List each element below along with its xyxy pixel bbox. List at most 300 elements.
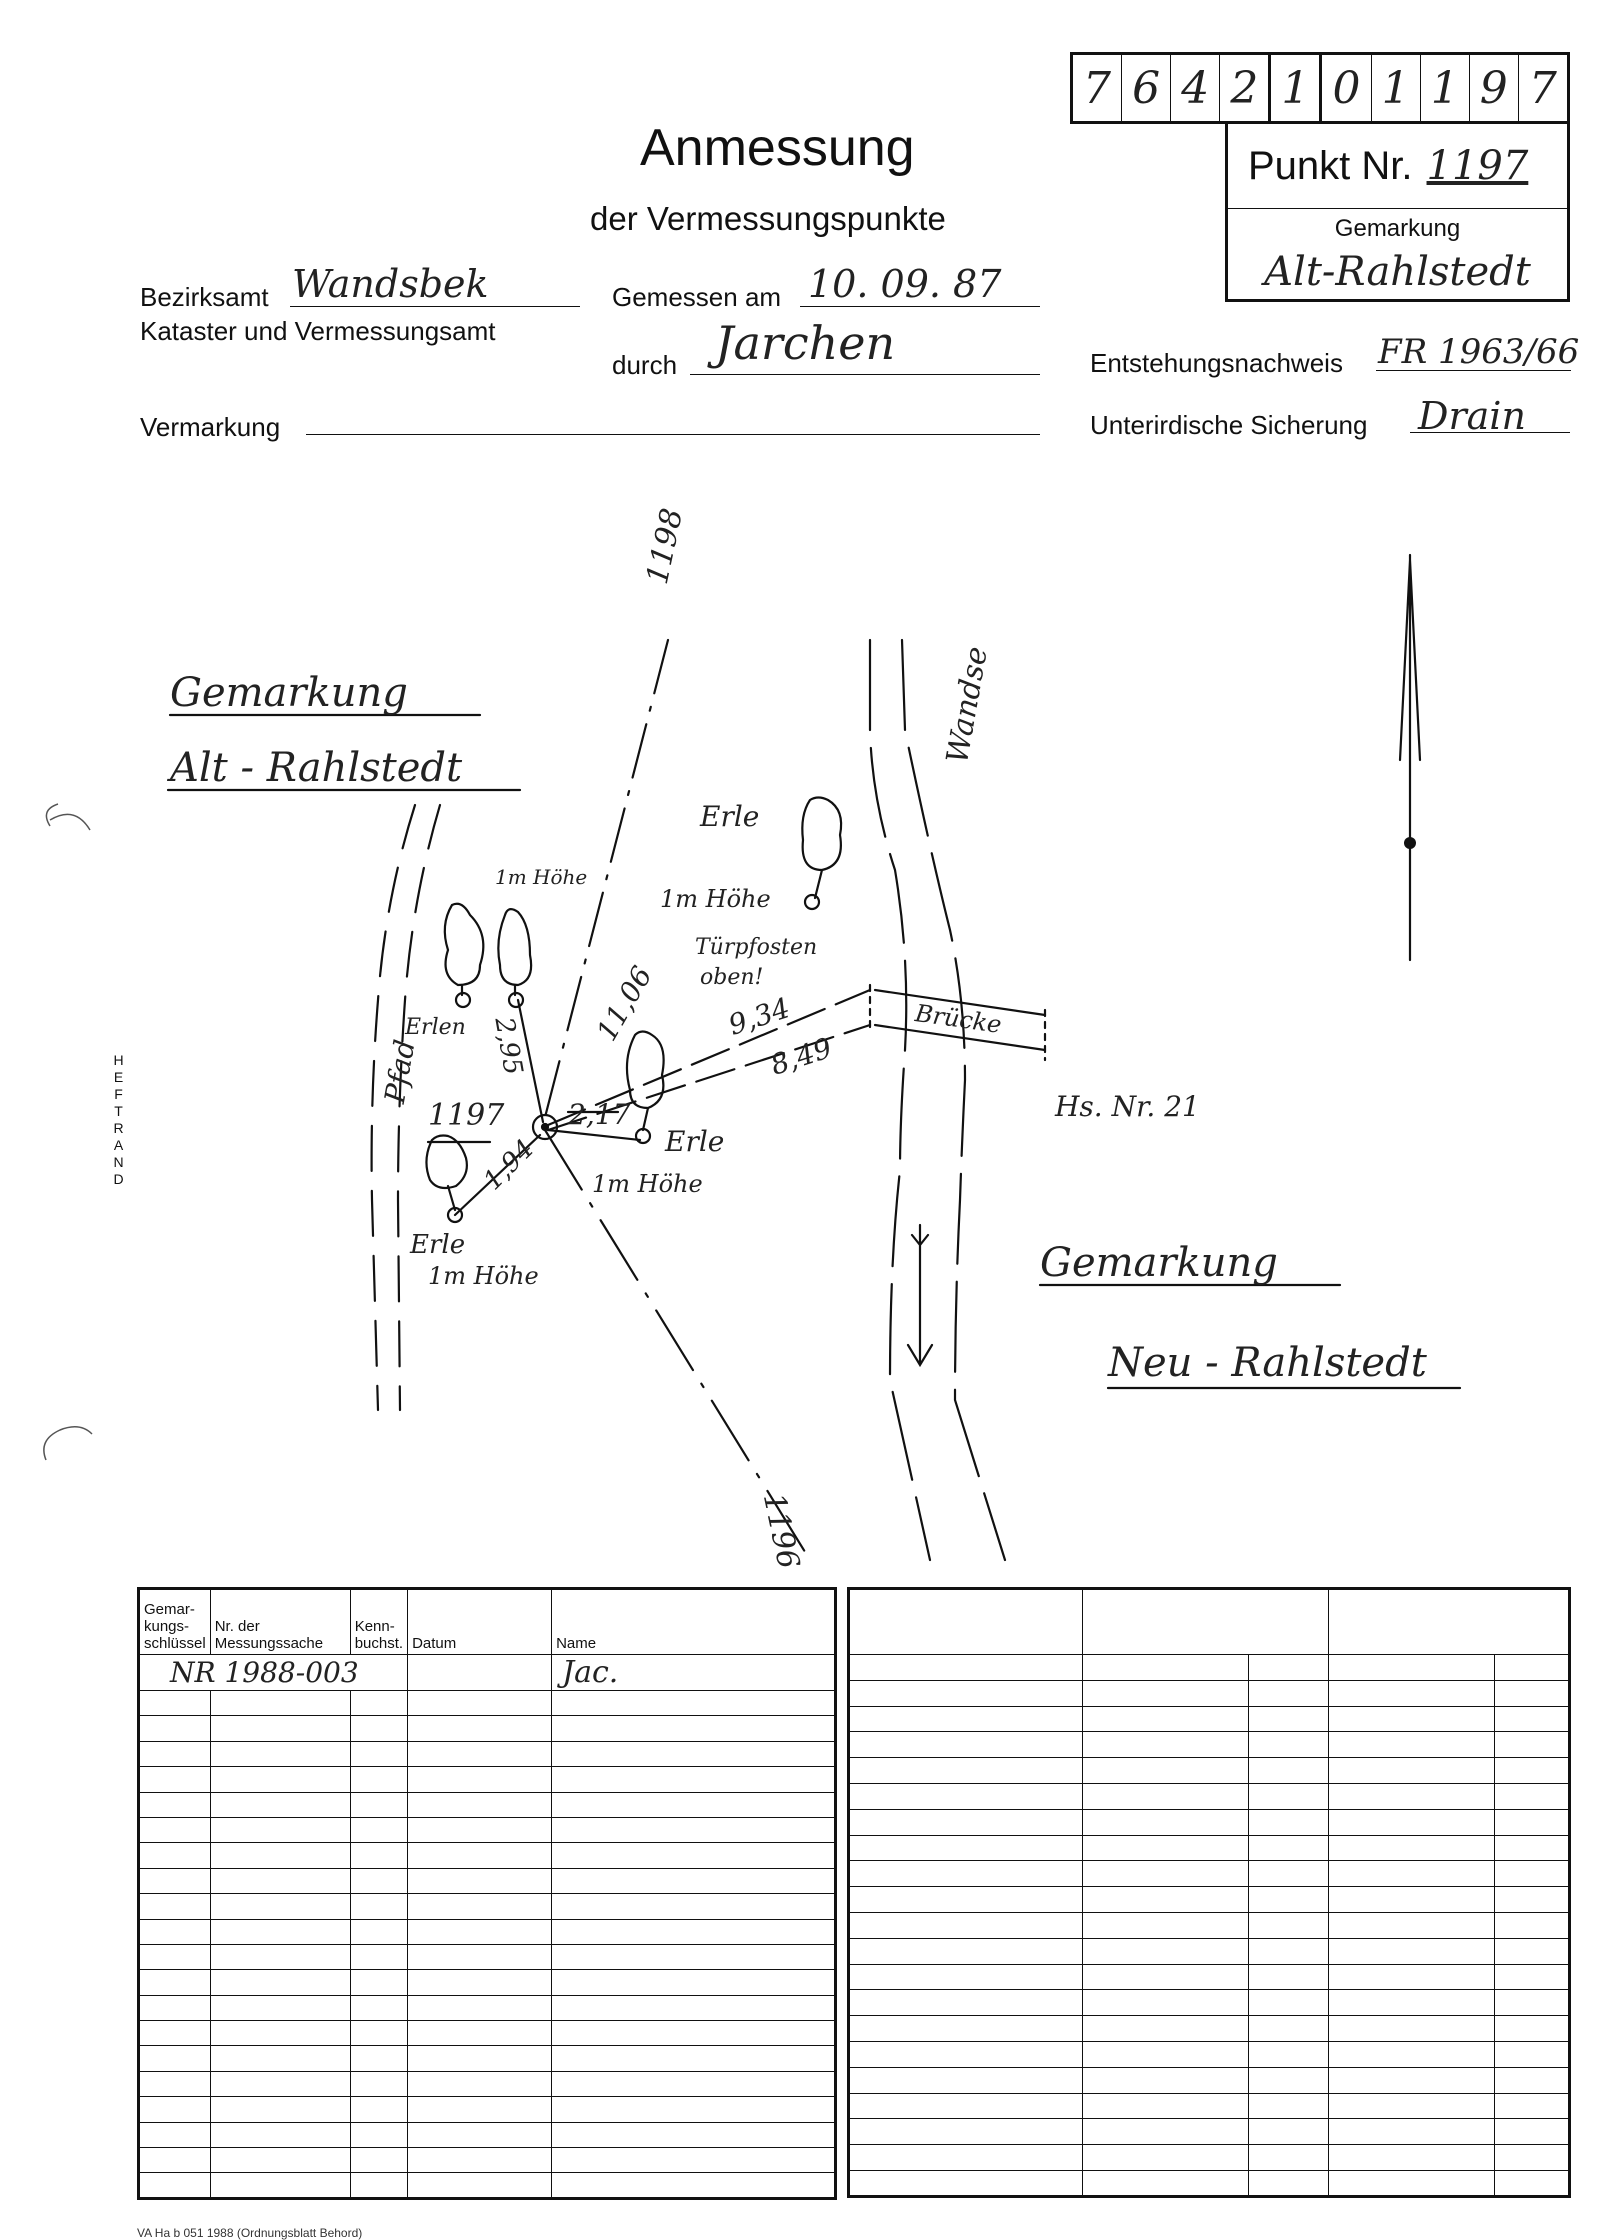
table-cell [1083, 1809, 1249, 1835]
table-cell [1249, 1783, 1329, 1809]
table-cell [1495, 1655, 1570, 1681]
heftrand-text: HEFTRAND [110, 1052, 127, 1188]
table-row [139, 1843, 836, 1868]
north-arrow [1400, 555, 1420, 960]
table-cell [350, 2097, 407, 2122]
table-cell [1495, 2145, 1570, 2171]
flow-arrow [908, 1225, 932, 1365]
table-cell [849, 2093, 1083, 2119]
table-cell [1083, 1706, 1249, 1732]
table-cell [210, 1919, 350, 1944]
table-row [139, 1716, 836, 1741]
table-cell [1083, 1912, 1249, 1938]
table-cell [210, 1817, 350, 1842]
table-cell [849, 1783, 1083, 1809]
table-cell [350, 2122, 407, 2147]
table-cell [1083, 2067, 1249, 2093]
label-erle-top: Erle [700, 800, 760, 833]
id-digit: 7 [1073, 55, 1122, 121]
table-cell [1249, 1758, 1329, 1784]
table-cell [1495, 1861, 1570, 1887]
table-cell [1329, 1887, 1495, 1913]
id-digit: 6 [1122, 55, 1171, 121]
table-cell [1249, 1938, 1329, 1964]
table-cell [350, 2173, 407, 2198]
table-cell [408, 1741, 552, 1766]
label-hoehe-erlen: 1m Höhe [495, 865, 588, 889]
table-cell [1329, 1758, 1495, 1784]
id-digit: 7 [1528, 62, 1557, 114]
table-cell [408, 1792, 552, 1817]
table-cell [350, 1868, 407, 1893]
table-cell [210, 2122, 350, 2147]
point-1197-center [542, 1124, 548, 1130]
label-tuerpfosten: Türpfosten [695, 935, 818, 960]
table-cell [210, 2173, 350, 2198]
kataster-label: Kataster und Vermessungsamt [140, 316, 496, 346]
table-row [139, 1741, 836, 1766]
sketch-gemarkung-left-name: Alt - Rahlstedt [170, 745, 463, 791]
table-cell [849, 1706, 1083, 1732]
sicherung-value: Drain [1418, 394, 1526, 438]
table-row [849, 2093, 1570, 2119]
table-cell [1495, 2016, 1570, 2042]
table-cell [350, 1843, 407, 1868]
table-cell [849, 2145, 1083, 2171]
table-cell [139, 2021, 211, 2046]
table-cell [408, 1691, 552, 1716]
aux-header-row [849, 1589, 1570, 1655]
table-row [849, 1887, 1570, 1913]
gemessen-value: 10. 09. 87 [808, 262, 1002, 306]
table-cell [408, 1995, 552, 2020]
id-digit: 2 [1220, 55, 1271, 121]
measure-9-34: 9,34 [724, 991, 794, 1042]
table-cell [1249, 1990, 1329, 2016]
label-hoehe-top: 1m Höhe [660, 885, 771, 913]
table-cell [408, 1716, 552, 1741]
table-cell [552, 1741, 836, 1766]
table-cell [1249, 2170, 1329, 2196]
measure-2-95: 2,95 [488, 1015, 529, 1078]
bezirksamt-value: Wandsbek [292, 262, 489, 306]
table-cell [408, 2071, 552, 2096]
table-cell [350, 1767, 407, 1792]
table-cell [408, 2173, 552, 2198]
table-cell [1495, 1964, 1570, 1990]
cell-nr-messungssache: NR 1988-003 [139, 1655, 408, 1691]
label-hoehe-mid: 1m Höhe [592, 1170, 703, 1198]
table-row [849, 1732, 1570, 1758]
sicherung-label: Unterirdische Sicherung [1090, 410, 1368, 440]
table-cell [1329, 1861, 1495, 1887]
table-cell [139, 1691, 211, 1716]
measure-1-94: 1,94 [478, 1134, 541, 1197]
table-row [849, 1655, 1570, 1681]
label-erle-mid: Erle [665, 1125, 725, 1158]
table-cell [1249, 2067, 1329, 2093]
table-row [849, 1912, 1570, 1938]
table-cell [552, 1691, 836, 1716]
table-cell [552, 1817, 836, 1842]
table-row [849, 1758, 1570, 1784]
table-cell [1249, 2119, 1329, 2145]
table-cell [1249, 1706, 1329, 1732]
id-digit: 1 [1271, 55, 1322, 121]
table-cell [408, 1919, 552, 1944]
table-cell [1249, 1861, 1329, 1887]
table-cell [210, 1868, 350, 1893]
id-digit: 1 [1421, 55, 1470, 121]
table-cell [139, 1894, 211, 1919]
table-cell [849, 2041, 1083, 2067]
table-row [849, 1861, 1570, 1887]
table-row [139, 1792, 836, 1817]
table-cell [350, 1919, 407, 1944]
table-cell [1083, 1990, 1249, 2016]
table-cell [1329, 2016, 1495, 2042]
gemessen-label: Gemessen am [612, 282, 782, 312]
marker-erle-top [805, 895, 819, 909]
table-cell [139, 2097, 211, 2122]
table-cell [1083, 1887, 1249, 1913]
table-cell [350, 1792, 407, 1817]
table-cell [849, 1732, 1083, 1758]
table-cell [350, 1691, 407, 1716]
table-row [849, 1809, 1570, 1835]
table-cell [1329, 1655, 1495, 1681]
table-cell [210, 1995, 350, 2020]
table-cell [408, 1767, 552, 1792]
tree-erle-bottom [426, 1136, 466, 1189]
table-row [139, 1919, 836, 1944]
table-cell [849, 2016, 1083, 2042]
table-cell [350, 1995, 407, 2020]
label-pfad: Pfad [378, 1037, 422, 1106]
table-cell [1083, 1655, 1249, 1681]
table-header-row [139, 1589, 836, 1655]
header-name: Name [552, 1589, 836, 1655]
table-row [849, 2170, 1570, 2196]
table-cell [408, 2046, 552, 2071]
table-row [849, 2041, 1570, 2067]
table-cell [1495, 1758, 1570, 1784]
table-cell [139, 1716, 211, 1741]
table-cell [552, 2097, 836, 2122]
table-cell [139, 2071, 211, 2096]
table-cell [552, 1767, 836, 1792]
table-cell [139, 1817, 211, 1842]
table-cell [849, 1938, 1083, 1964]
table-cell [1495, 1990, 1570, 2016]
table-cell [139, 2046, 211, 2071]
table-cell [350, 1944, 407, 1969]
table-row [139, 1817, 836, 1842]
table-cell [1083, 2145, 1249, 2171]
table-cell [1249, 2016, 1329, 2042]
table-cell [1495, 1732, 1570, 1758]
bezirksamt-label: Bezirksamt [140, 282, 269, 312]
table-cell [350, 1894, 407, 1919]
table-cell [849, 1680, 1083, 1706]
table-row [849, 1938, 1570, 1964]
table-cell [1249, 1964, 1329, 1990]
table-cell [1329, 1938, 1495, 1964]
table-cell [849, 1809, 1083, 1835]
table-cell [1249, 1809, 1329, 1835]
table-row [139, 1944, 836, 1969]
table-cell [350, 2021, 407, 2046]
line-to-erle-right [548, 1130, 640, 1140]
north-arrow-dot [1404, 837, 1416, 849]
table-cell [139, 1843, 211, 1868]
table-cell [350, 2148, 407, 2173]
table-cell [408, 1817, 552, 1842]
table-cell [552, 1792, 836, 1817]
table-cell [1329, 1680, 1495, 1706]
table-cell [849, 1758, 1083, 1784]
table-cell [210, 1716, 350, 1741]
table-cell [1083, 1835, 1249, 1861]
sketch-gemarkung-left: Gemarkung [170, 670, 408, 716]
table-cell [552, 1995, 836, 2020]
table-row [139, 2148, 836, 2173]
label-erlen: Erlen [405, 1015, 466, 1040]
table-cell [350, 1970, 407, 1995]
label-oben: oben! [700, 965, 764, 990]
header-datum: Datum [408, 1589, 552, 1655]
marker-erle-mid [636, 1129, 650, 1143]
table-row [139, 1970, 836, 1995]
table-cell [1329, 2145, 1495, 2171]
id-digit: 4 [1171, 55, 1220, 121]
footer-note: VA Ha b 051 1988 (Ordnungsblatt Behord) [137, 2226, 363, 2240]
table-cell [552, 1716, 836, 1741]
table-cell [1495, 1706, 1570, 1732]
table-cell [552, 1868, 836, 1893]
table-cell [408, 1970, 552, 1995]
table-cell [849, 1990, 1083, 2016]
table-row [139, 2071, 836, 2096]
header-nr-messungssache: Nr. der Messungssache [210, 1589, 350, 1655]
table-row [849, 1706, 1570, 1732]
table-row [139, 2046, 836, 2071]
durch-value: Jarchen [715, 316, 896, 370]
table-cell [210, 1741, 350, 1766]
table-cell [139, 1792, 211, 1817]
table-cell [1495, 1835, 1570, 1861]
table-cell [1249, 1835, 1329, 1861]
gemarkung-label: Gemarkung [1334, 215, 1461, 242]
table-cell [849, 2170, 1083, 2196]
table-cell [139, 1970, 211, 1995]
table-cell [1083, 1964, 1249, 1990]
table-cell [139, 2173, 211, 2198]
sketch-gemarkung-right-name: Neu - Rahlstedt [1108, 1340, 1427, 1386]
table-cell [408, 2021, 552, 2046]
label-erle-bottom: Erle [410, 1230, 466, 1260]
label-wandse: Wandse [940, 643, 995, 767]
table-cell [210, 2097, 350, 2122]
table-row [139, 1691, 836, 1716]
table-cell [210, 1843, 350, 1868]
table-cell [849, 1861, 1083, 1887]
table-cell [139, 1919, 211, 1944]
tree-center-upper [498, 909, 531, 985]
table-cell [1495, 2119, 1570, 2145]
gemarkung-value: Alt-Rahlstedt [1264, 249, 1531, 295]
table-cell [1329, 1912, 1495, 1938]
table-cell [408, 1843, 552, 1868]
table-cell [1495, 1912, 1570, 1938]
table-cell [408, 2148, 552, 2173]
table-cell [139, 2122, 211, 2147]
table-cell [1083, 1758, 1249, 1784]
table-cell [552, 2046, 836, 2071]
label-hoehe-bottom: 1m Höhe [428, 1262, 539, 1290]
table-cell [552, 2148, 836, 2173]
tree-erle-top [802, 798, 841, 871]
measure-2-17: 2,17 [568, 1098, 631, 1131]
table-row [139, 1894, 836, 1919]
table-row [139, 1767, 836, 1792]
river-bank-left [870, 640, 930, 1560]
entstehung-value: FR 1963/66 [1378, 332, 1580, 372]
table-cell [849, 1912, 1083, 1938]
vermarkung-label: Vermarkung [140, 412, 281, 442]
table-row [139, 1995, 836, 2020]
table-cell [139, 1944, 211, 1969]
table-cell [210, 1691, 350, 1716]
table-cell [210, 1894, 350, 1919]
table-row [849, 2067, 1570, 2093]
table-cell [1495, 1809, 1570, 1835]
table-row [139, 2173, 836, 2198]
table-cell [1329, 1783, 1495, 1809]
table-cell [1329, 2119, 1495, 2145]
table-cell [1495, 2067, 1570, 2093]
tree-left-upper [445, 904, 484, 985]
table-cell [1249, 1887, 1329, 1913]
river-bank-right [902, 640, 1005, 1560]
measure-8-49: 8,49 [766, 1031, 836, 1082]
table-cell [139, 1767, 211, 1792]
table-cell [1495, 1938, 1570, 1964]
table-row [849, 1835, 1570, 1861]
table-cell [552, 1894, 836, 1919]
table-cell [1083, 2041, 1249, 2067]
auxiliary-table [847, 1587, 1571, 2198]
table-row [849, 1680, 1570, 1706]
label-bruecke: Brücke [913, 999, 1004, 1039]
table-cell [552, 2173, 836, 2198]
table-cell [1329, 1732, 1495, 1758]
label-point-1196: 1196 [755, 1490, 806, 1572]
form-title: Anmessung [640, 119, 915, 177]
table-cell [210, 1944, 350, 1969]
table-cell [1083, 2170, 1249, 2196]
table-cell [139, 1868, 211, 1893]
path-line-left [372, 805, 415, 1410]
table-cell [1083, 1732, 1249, 1758]
messung-table [137, 1587, 837, 2200]
table-cell [1495, 1680, 1570, 1706]
table-cell [849, 2067, 1083, 2093]
table-cell [1329, 2041, 1495, 2067]
table-cell [1083, 2016, 1249, 2042]
table-cell [350, 1817, 407, 1842]
entstehung-label: Entstehungsnachweis [1090, 348, 1343, 378]
table-cell [408, 1944, 552, 1969]
table-cell [1083, 1680, 1249, 1706]
table-cell [210, 1767, 350, 1792]
table-cell [1495, 2093, 1570, 2119]
table-cell [408, 1894, 552, 1919]
table-cell [350, 1716, 407, 1741]
table-row [139, 1868, 836, 1893]
table-cell [552, 1919, 836, 1944]
table-cell [1495, 2170, 1570, 2196]
table-cell [1249, 1732, 1329, 1758]
table-cell [1495, 2041, 1570, 2067]
table-cell [139, 1995, 211, 2020]
table-cell [210, 1970, 350, 1995]
table-cell [552, 1970, 836, 1995]
table-row [139, 2097, 836, 2122]
punkt-value: 1197 [1426, 143, 1529, 189]
table-cell [350, 2071, 407, 2096]
table-cell [1329, 1706, 1495, 1732]
table-cell [408, 2097, 552, 2122]
table-cell [1249, 1680, 1329, 1706]
table-cell [1329, 1835, 1495, 1861]
table-cell [408, 1868, 552, 1893]
table-cell [1329, 1809, 1495, 1835]
table-cell [350, 1741, 407, 1766]
measure-11-06: 11,06 [590, 960, 659, 1047]
table-cell [1083, 1783, 1249, 1809]
table-cell [350, 2046, 407, 2071]
table-cell [552, 2071, 836, 2096]
cell-name: Jac. [552, 1655, 836, 1691]
id-digit: 0 [1322, 55, 1371, 121]
table-cell [408, 2122, 552, 2147]
id-digit: 9 [1470, 55, 1519, 121]
table-cell [1083, 1861, 1249, 1887]
table-cell [1329, 2093, 1495, 2119]
header-kennbuchst: Kenn-buchst. [350, 1589, 407, 1655]
table-cell [849, 1655, 1083, 1681]
table-cell [1249, 2041, 1329, 2067]
table-cell [139, 1741, 211, 1766]
header-gemarkungsschluessel: Gemar-kungs-schlüssel [139, 1589, 211, 1655]
table-cell [1329, 2170, 1495, 2196]
label-point-1198: 1198 [640, 505, 691, 588]
table-cell [1249, 2145, 1329, 2171]
table-cell [1329, 2067, 1495, 2093]
id-digit: 1 [1372, 55, 1421, 121]
table-cell [849, 1835, 1083, 1861]
table-row [139, 1655, 836, 1691]
table-cell [1329, 1990, 1495, 2016]
punkt-label: Punkt Nr. [1248, 143, 1413, 188]
table-cell [849, 2119, 1083, 2145]
table-cell [1495, 1783, 1570, 1809]
table-cell [1083, 2093, 1249, 2119]
table-cell [552, 1944, 836, 1969]
table-cell [1329, 1964, 1495, 1990]
label-hs-nr: Hs. Nr. 21 [1055, 1090, 1200, 1123]
